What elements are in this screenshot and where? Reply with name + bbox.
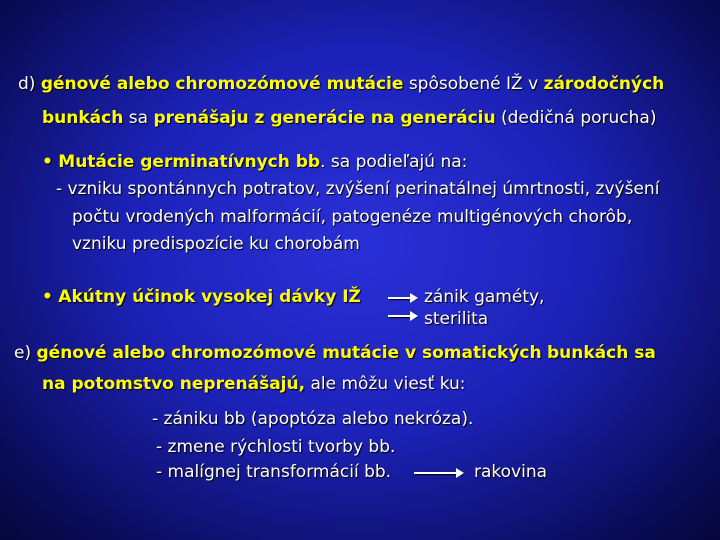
- acute-heading: [42, 287, 361, 307]
- germinative-rest: . sa podieľajú na:: [320, 152, 468, 172]
- section-e-line2-plain: ale môžu viesť ku:: [305, 374, 466, 394]
- arrow-icon: [388, 297, 416, 299]
- germinative-bullet: •: [42, 152, 53, 172]
- section-e-line-2: [42, 374, 466, 394]
- section-d-plain-text: spôsobené IŽ v: [403, 74, 544, 94]
- section-e-item-3: - malígnej transformácií bb.: [156, 462, 392, 482]
- germinative-line-3: vzniku predispozície ku chorobám: [72, 234, 360, 254]
- arrow-icon: [414, 472, 462, 474]
- acute-outcome-2: sterilita: [424, 309, 489, 329]
- section-d-label: d): [18, 74, 41, 94]
- section-d-line2-bold-2: prenášaju z generácie na generáciu: [153, 108, 496, 128]
- germinative-heading: [42, 152, 467, 172]
- acute-outcome-1: zánik gaméty,: [424, 287, 545, 307]
- section-e-bold-text-2: bunkách sa: [547, 343, 656, 363]
- germinative-line-2: počtu vrodených malformácií, patogenéze multigénových chorôb,: [72, 207, 633, 227]
- section-d-line2-bold: bunkách: [42, 108, 124, 128]
- acute-bullet: •: [42, 287, 53, 307]
- section-e-outcome: rakovina: [474, 462, 548, 482]
- germinative-bold: Mutácie germinatívnych bb: [58, 152, 321, 172]
- section-d-line2-plain: sa: [123, 108, 154, 128]
- section-d-line-2: [42, 108, 656, 128]
- section-d-line-1: [18, 74, 664, 94]
- section-d-line2-plain-2: (dedičná porucha): [495, 108, 657, 128]
- section-e-line-1: [14, 343, 656, 363]
- section-e-label: e): [14, 343, 37, 363]
- section-e-item-2: - zmene rýchlosti tvorby bb.: [156, 437, 396, 457]
- section-d-bold-text: génové alebo chromozómové mutácie: [40, 74, 404, 94]
- section-e-bold-text: génové alebo chromozómové mutácie v somatických: [36, 343, 542, 363]
- section-e-item-1: - zániku bb (apoptóza alebo nekróza).: [152, 409, 474, 429]
- acute-bold: Akútny účinok vysokej dávky IŽ: [58, 287, 361, 307]
- section-d-bold-text-2: zárodočných: [543, 74, 665, 94]
- arrow-icon: [388, 315, 416, 317]
- section-e-line2-bold: na potomstvo neprenášajú,: [42, 374, 306, 394]
- germinative-line-1: - vzniku spontánnych potratov, zvýšení perinatálnej úmrtnosti, zvýšení: [56, 179, 660, 199]
